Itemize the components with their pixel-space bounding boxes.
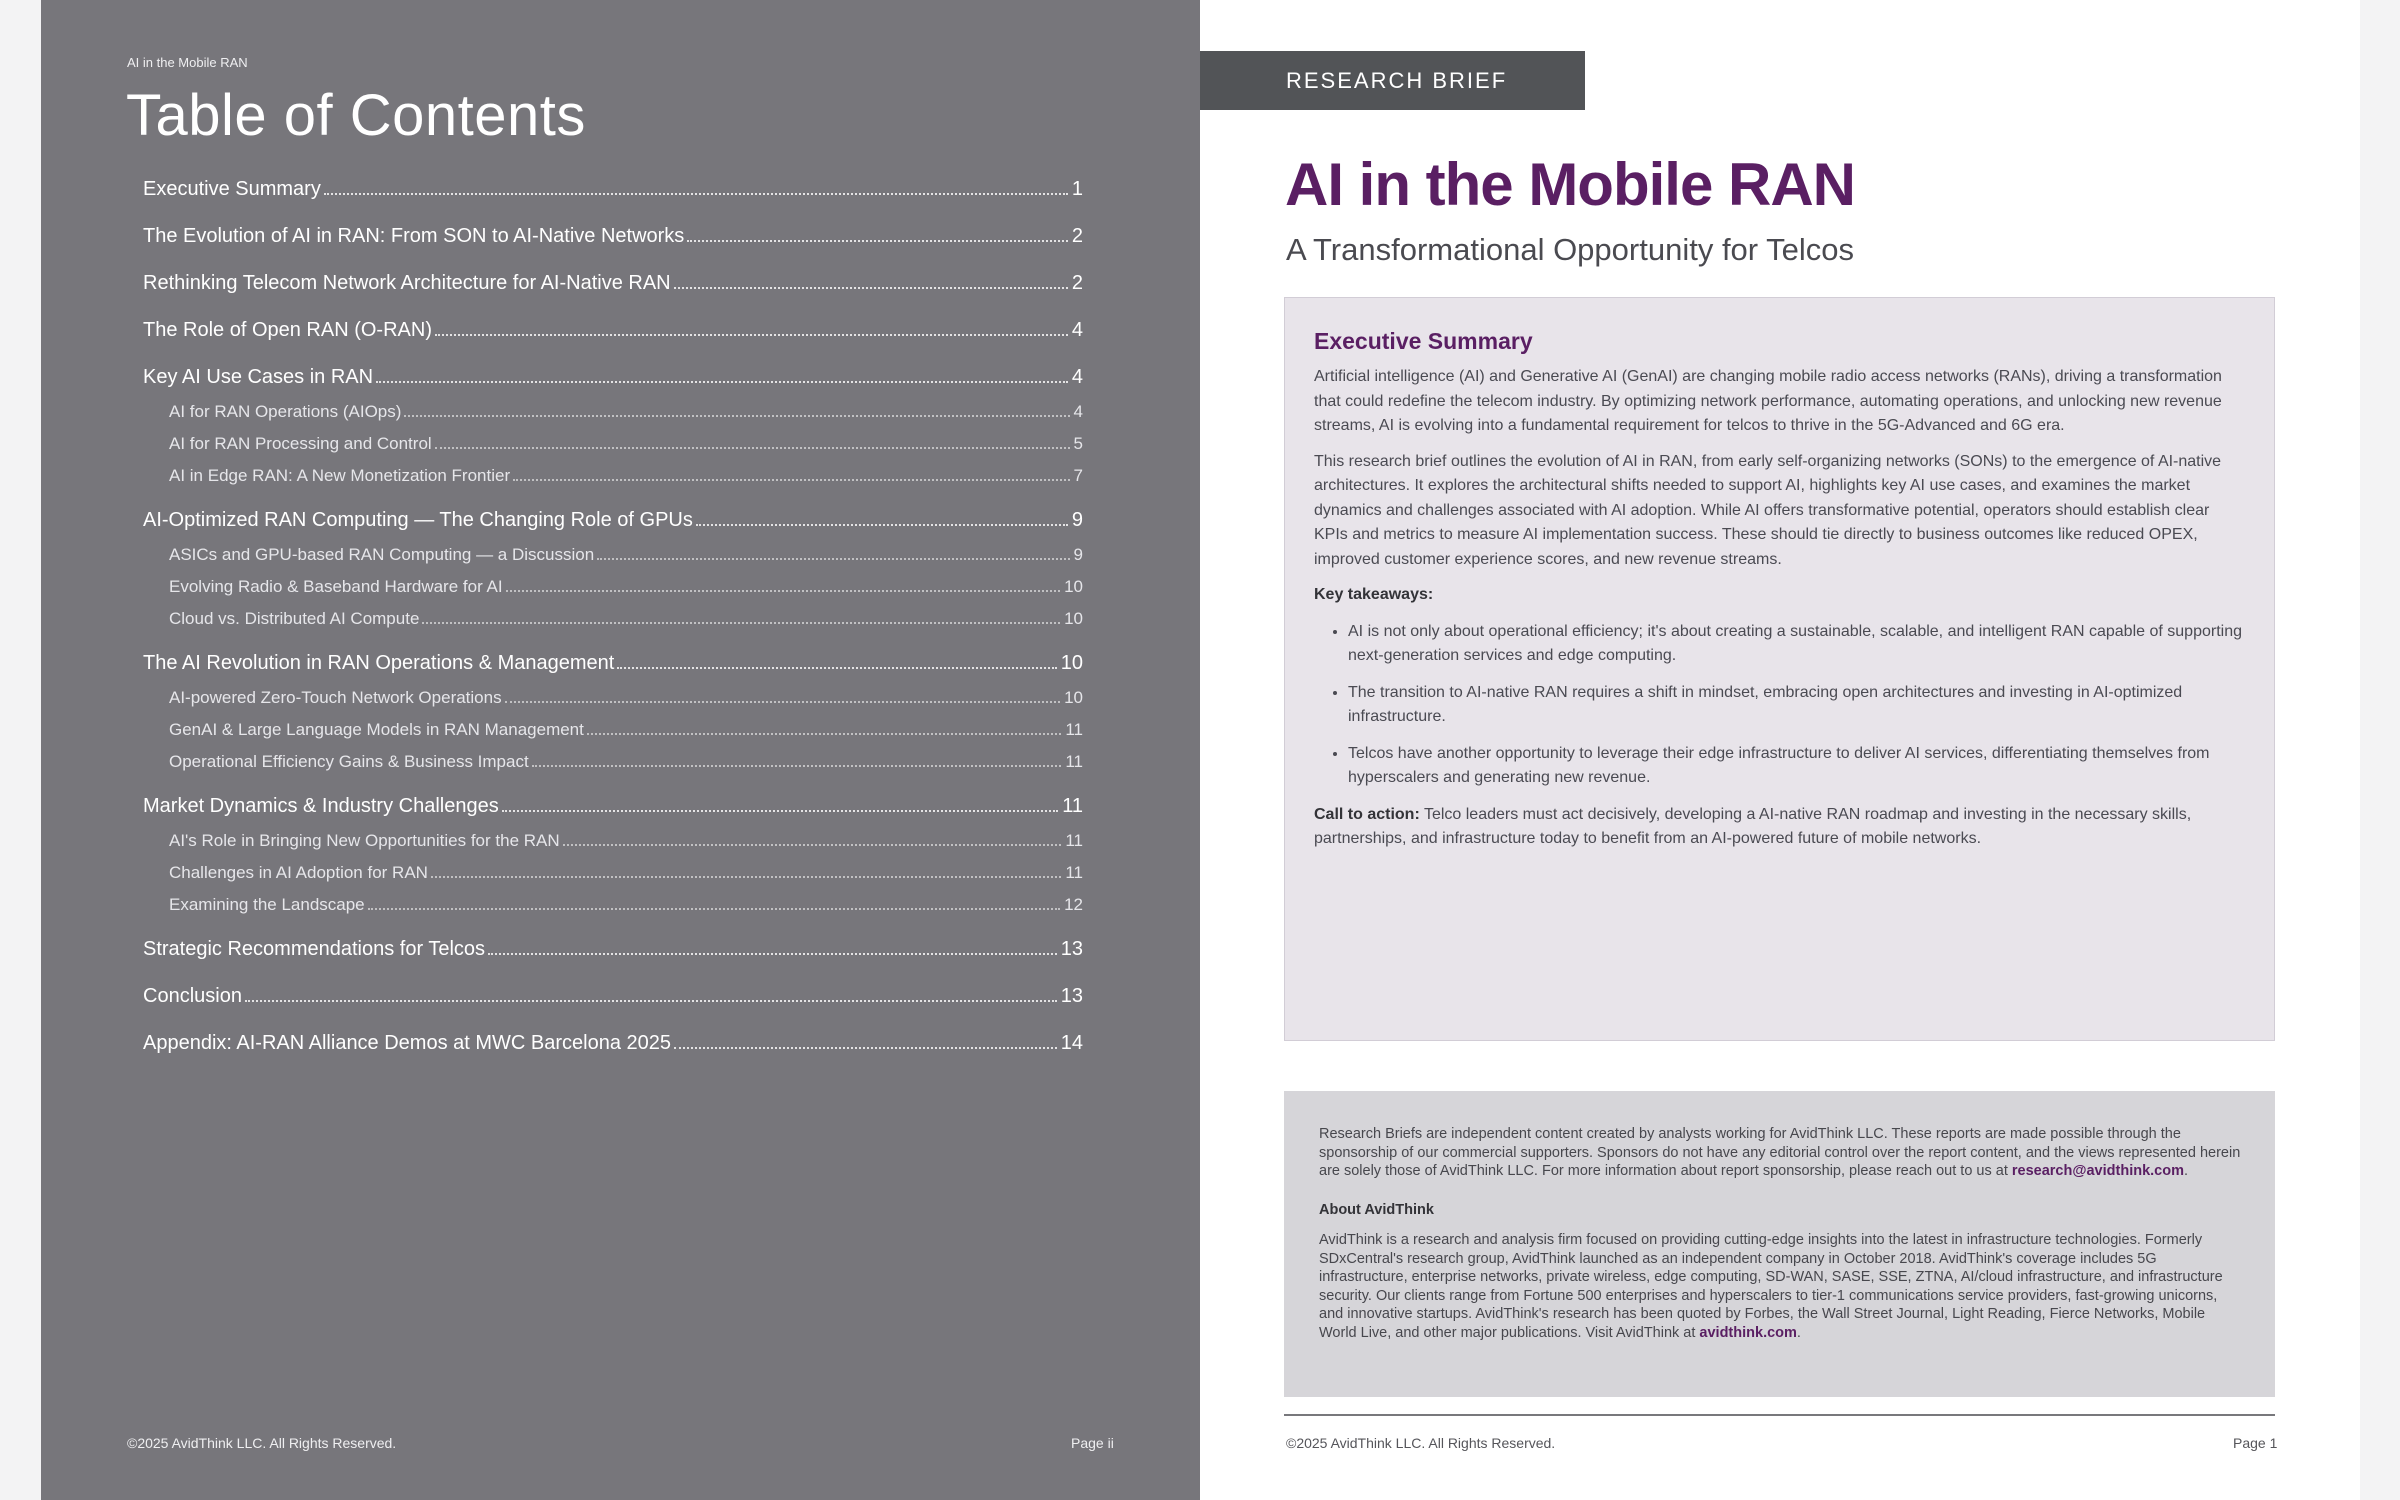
toc-subentry[interactable] (143, 688, 1083, 712)
toc-entry[interactable] (143, 795, 1083, 823)
toc-list (143, 178, 1083, 1060)
toc-subentry[interactable] (143, 831, 1083, 855)
toc-subentry[interactable] (143, 752, 1083, 776)
toc-subentry[interactable] (143, 720, 1083, 744)
document-title: AI in the Mobile RAN (1285, 151, 1855, 218)
toc-subentry[interactable] (143, 863, 1083, 887)
toc-entry-title: Executive Summary (143, 178, 321, 200)
toc-entry-page: 4 (1073, 402, 1083, 421)
toc-leader-dots (431, 875, 1061, 878)
toc-leader-dots (513, 478, 1069, 481)
toc-leader-dots (324, 192, 1068, 195)
toc-entry-title: The Evolution of AI in RAN: From SON to AI-Native Networks (143, 225, 685, 247)
document-subtitle: A Transformational Opportunity for Telcos (1286, 232, 1855, 267)
toc-entry-page: 11 (1065, 831, 1083, 850)
toc-subentry[interactable] (143, 895, 1083, 919)
toc-entry-page: 4 (1071, 319, 1083, 341)
toc-entry-page: 10 (1064, 577, 1083, 596)
research-brief-tag: RESEARCH BRIEF (1200, 51, 1585, 110)
toc-leader-dots (435, 446, 1070, 449)
toc-subentry[interactable] (143, 402, 1083, 426)
toc-entry[interactable] (143, 652, 1083, 680)
toc-entry-page: 13 (1060, 938, 1083, 960)
toc-leader-dots (687, 239, 1068, 242)
toc-entry-page: 10 (1064, 609, 1083, 628)
about-heading: About AvidThink (1319, 1201, 1434, 1218)
toc-entry-title: Examining the Landscape (169, 895, 365, 914)
toc-entry-title: AI-Optimized RAN Computing — The Changing Role of GPUs (143, 509, 693, 531)
footer-copyright: ©2025 AvidThink LLC. All Rights Reserved. (127, 1435, 397, 1451)
about-suffix: . (1796, 1324, 1801, 1341)
key-takeaways-label: Key takeaways: (1314, 586, 1434, 603)
toc-entry[interactable] (143, 509, 1083, 537)
toc-leader-dots (245, 999, 1057, 1002)
toc-leader-dots (502, 809, 1059, 812)
toc-subentry[interactable] (143, 466, 1083, 490)
toc-leader-dots (696, 523, 1068, 526)
brief-page (1200, 0, 2360, 1500)
toc-entry-page: 9 (1073, 545, 1083, 564)
toc-entry-title: GenAI & Large Language Models in RAN Management (169, 720, 584, 739)
toc-entry-page: 7 (1073, 466, 1083, 485)
website-link[interactable]: avidthink.com (1699, 1324, 1797, 1341)
toc-entry-page: 2 (1071, 272, 1083, 294)
toc-entry-page: 11 (1065, 720, 1083, 739)
sponsorship-text (1319, 1125, 2245, 1181)
toc-entry-title: Strategic Recommendations for Telcos (143, 938, 486, 960)
toc-entry-title: Evolving Radio & Baseband Hardware for AI (169, 577, 503, 596)
toc-entry-title: AI in Edge RAN: A New Monetization Frontier (169, 466, 511, 485)
footer-page-number: Page ii (1071, 1435, 1114, 1451)
toc-leader-dots (488, 952, 1057, 955)
call-to-action-label: Call to action: (1314, 805, 1420, 823)
executive-summary-box (1284, 297, 2275, 1041)
toc-entry-page: 10 (1064, 688, 1083, 707)
sponsorship-disclaimer-box (1284, 1091, 2275, 1397)
toc-entry-page: 10 (1060, 652, 1083, 674)
toc-subentry[interactable] (143, 434, 1083, 458)
toc-subentry[interactable] (143, 609, 1083, 633)
toc-title: Table of Contents (126, 83, 586, 148)
toc-entry[interactable] (143, 1032, 1083, 1060)
toc-entry-page: 13 (1060, 985, 1083, 1007)
footer-page-number: Page 1 (2233, 1435, 2278, 1451)
toc-entry-title: Operational Efficiency Gains & Business Impact (169, 752, 529, 771)
toc-entry-title: AI for RAN Operations (AIOps) (169, 402, 402, 421)
toc-leader-dots (404, 414, 1069, 417)
toc-entry-page: 5 (1073, 434, 1083, 453)
summary-paragraph-1: Artificial intelligence (AI) and Generative AI (GenAI) are changing mobile radio access networks (RANs), driving a transformation that could redefine the telecom industry. By optimizing network performance, automating operations, and unlocking new revenue streams, AI is evolving into a fundamental requirement for telcos to thrive in the 5G-Advanced and 6G era. (1314, 368, 2222, 434)
toc-leader-dots (674, 1046, 1057, 1049)
toc-leader-dots (376, 380, 1068, 383)
toc-entry-page: 1 (1071, 178, 1083, 200)
toc-entry-title: AI's Role in Bringing New Opportunities for the RAN (169, 831, 560, 850)
toc-leader-dots (532, 764, 1062, 767)
toc-entry-title: Rethinking Telecom Network Architecture for AI-Native RAN (143, 272, 671, 294)
toc-entry-title: Cloud vs. Distributed AI Compute (169, 609, 420, 628)
toc-page (41, 0, 1200, 1500)
summary-paragraph-2: This research brief outlines the evolution of AI in RAN, from early self-organizing networks (SONs) to the emergence of AI-native architectures. It explores the architectural shifts needed to support AI, highlights key AI use cases, and examines the market dynamics and challenges associated with AI adoption. While AI offers transformative potential, operators should establish clear KPIs and metrics to measure AI implementation success. These should tie directly to business outcomes like reduced OPEX, improved customer experience scores, and new revenue streams. (1314, 452, 2222, 568)
toc-leader-dots (506, 589, 1061, 592)
about-text (1319, 1231, 2245, 1342)
toc-entry-page: 11 (1062, 795, 1083, 817)
toc-entry-title: The Role of Open RAN (O-RAN) (143, 319, 432, 341)
toc-leader-dots (435, 333, 1068, 336)
toc-leader-dots (563, 843, 1062, 846)
toc-leader-dots (597, 557, 1069, 560)
toc-entry-title: AI-powered Zero-Touch Network Operations (169, 688, 502, 707)
toc-entry-title: Challenges in AI Adoption for RAN (169, 863, 428, 882)
toc-subentry[interactable] (143, 577, 1083, 601)
takeaway-item: • The transition to AI-native RAN requires a shift in mindset, embracing open architectures and investing in AI-optimized infrastructure. (1348, 681, 2246, 730)
toc-entry-title: Market Dynamics & Industry Challenges (143, 795, 499, 817)
toc-entry-page: 14 (1060, 1032, 1083, 1054)
running-head: AI in the Mobile RAN (127, 55, 248, 70)
toc-entry[interactable] (143, 272, 1083, 300)
toc-entry[interactable] (143, 938, 1083, 966)
toc-entry-page: 9 (1071, 509, 1083, 531)
toc-entry[interactable] (143, 985, 1083, 1013)
takeaway-item: • Telcos have another opportunity to leverage their edge infrastructure to deliver AI services, differentiating themselves from hyperscalers and generating new revenue. (1348, 742, 2246, 791)
toc-entry-title: Key AI Use Cases in RAN (143, 366, 374, 388)
takeaway-item: • AI is not only about operational efficiency; it's about creating a sustainable, scalable, and intelligent RAN capable of supporting next-generation services and edge computing. (1348, 620, 2246, 669)
toc-leader-dots (617, 666, 1056, 669)
toc-entry-page: 12 (1064, 895, 1083, 914)
call-to-action (1314, 803, 2246, 852)
research-email-link[interactable]: research@avidthink.com (2011, 1163, 2184, 1179)
sponsorship-body: Research Briefs are independent content created by analysts working for AvidThink LLC. These reports are made possible through the sponsorship of our commercial supporters. Sponsors do not have any editorial control over the report content, and the views represented herein are solely those of AvidThink LLC. For more information about report sponsorship, please reach out to us at (1319, 1126, 2241, 1179)
toc-entry-title: Conclusion (143, 985, 242, 1007)
toc-entry-title: AI for RAN Processing and Control (169, 434, 432, 453)
toc-leader-dots (587, 732, 1061, 735)
toc-entry[interactable] (143, 225, 1083, 253)
footer-copyright: ©2025 AvidThink LLC. All Rights Reserved. (1286, 1435, 1556, 1451)
toc-entry-title: Appendix: AI-RAN Alliance Demos at MWC Barcelona 2025 (143, 1032, 672, 1054)
toc-entry-page: 11 (1065, 752, 1083, 771)
toc-leader-dots (674, 286, 1068, 289)
toc-leader-dots (505, 700, 1060, 703)
footer-rule (1284, 1414, 2275, 1416)
toc-entry[interactable] (143, 319, 1083, 347)
executive-summary-heading: Executive Summary (1314, 328, 1533, 354)
about-body: AvidThink is a research and analysis firm focused on providing cutting-edge insights into the latest in infrastructure technologies. Formerly SDxCentral's research group, AvidThink launched as an independent company in October 2018. AvidThink's coverage includes 5G infrastructure, enterprise networks, private wireless, edge computing, SD-WAN, SASE, SSE, ZTNA, AI/cloud infrastructure, and infrastructure security. Our clients range from Fortune 500 enterprises and hyperscalers to tier-1 communications service providers, fast-growing unicorns, and innovative startups. AvidThink's research has been quoted by Forbes, the Wall Street Journal, Light Reading, Fierce Networks, Mobile World Live, and other major publications. Visit AvidThink at (1319, 1232, 2223, 1341)
sponsorship-suffix: . (2184, 1163, 2189, 1179)
toc-leader-dots (422, 621, 1060, 624)
toc-entry-page: 11 (1065, 863, 1083, 882)
toc-entry-title: The AI Revolution in RAN Operations & Management (143, 652, 615, 674)
toc-entry[interactable] (143, 366, 1083, 394)
call-to-action-text: Telco leaders must act decisively, developing a AI-native RAN roadmap and investing in the necessary skills, partnerships, and infrastructure today to benefit from an AI-powered future of mobile networks. (1314, 805, 2192, 847)
key-takeaways-list (1314, 620, 2246, 791)
toc-leader-dots (368, 907, 1060, 910)
toc-entry-page: 4 (1071, 366, 1083, 388)
toc-entry[interactable] (143, 178, 1083, 206)
toc-subentry[interactable] (143, 545, 1083, 569)
toc-entry-page: 2 (1071, 225, 1083, 247)
toc-entry-title: ASICs and GPU-based RAN Computing — a Discussion (169, 545, 595, 564)
